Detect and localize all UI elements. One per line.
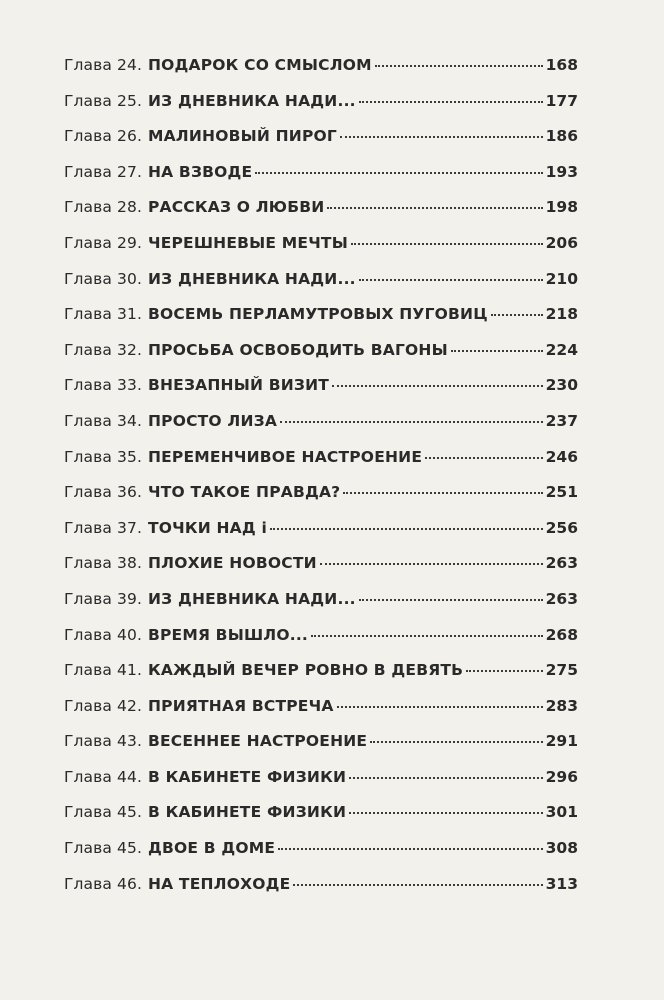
chapter-title: ПЛОХИЕ НОВОСТИ bbox=[147, 554, 317, 573]
page-number: 210 bbox=[545, 269, 578, 288]
chapter-number: Глава 29. bbox=[64, 233, 142, 252]
dot-leader bbox=[327, 207, 542, 209]
page-number: 206 bbox=[545, 233, 578, 252]
chapter-number: Глава 39. bbox=[64, 589, 142, 608]
chapter-number: Глава 45. bbox=[64, 839, 142, 858]
dot-leader bbox=[311, 635, 543, 637]
toc-entry bbox=[64, 554, 578, 590]
page-number: 198 bbox=[545, 198, 578, 217]
toc-entry bbox=[64, 697, 578, 733]
page-number: 308 bbox=[545, 839, 578, 858]
toc-entry bbox=[64, 626, 578, 662]
chapter-number: Глава 46. bbox=[64, 874, 142, 893]
dot-leader bbox=[349, 777, 543, 779]
page-number: 168 bbox=[545, 56, 578, 74]
page-number: 301 bbox=[545, 803, 578, 822]
dot-leader bbox=[320, 563, 543, 565]
toc-entry bbox=[64, 305, 578, 341]
page-number: 237 bbox=[545, 411, 578, 430]
page-number: 251 bbox=[545, 483, 578, 502]
page-number: 263 bbox=[545, 589, 578, 608]
dot-leader bbox=[293, 884, 542, 886]
toc-entry bbox=[64, 839, 578, 875]
chapter-title: ВРЕМЯ ВЫШЛО... bbox=[147, 625, 309, 644]
chapter-title: ИЗ ДНЕВНИКА НАДИ... bbox=[147, 269, 356, 288]
chapter-number: Глава 42. bbox=[64, 696, 142, 715]
page-number: 224 bbox=[545, 340, 578, 359]
chapter-title: ЧТО ТАКОЕ ПРАВДА? bbox=[147, 483, 341, 502]
page-number: 283 bbox=[545, 696, 578, 715]
toc-entry bbox=[64, 376, 578, 412]
dot-leader bbox=[466, 670, 542, 672]
chapter-number: Глава 40. bbox=[64, 625, 142, 644]
chapter-number: Глава 31. bbox=[64, 305, 142, 324]
dot-leader bbox=[375, 65, 543, 67]
page-number: 313 bbox=[545, 874, 578, 893]
chapter-title: ПРОСТО ЛИЗА bbox=[147, 411, 278, 430]
chapter-title: ВЕСЕННЕЕ НАСТРОЕНИЕ bbox=[147, 732, 368, 751]
toc-entry bbox=[64, 590, 578, 626]
page-number: 246 bbox=[545, 447, 578, 466]
chapter-title: ВОСЕМЬ ПЕРЛАМУТРОВЫХ ПУГОВИЦ bbox=[147, 305, 488, 324]
chapter-title: ИЗ ДНЕВНИКА НАДИ... bbox=[147, 589, 356, 608]
chapter-number: Глава 24. bbox=[64, 56, 142, 74]
dot-leader bbox=[337, 706, 543, 708]
dot-leader bbox=[425, 457, 543, 459]
chapter-number: Глава 38. bbox=[64, 554, 142, 573]
chapter-title: В КАБИНЕТЕ ФИЗИКИ bbox=[147, 767, 347, 786]
toc-entry bbox=[64, 448, 578, 484]
chapter-number: Глава 33. bbox=[64, 376, 142, 395]
page-number: 230 bbox=[545, 376, 578, 395]
toc-entry bbox=[64, 875, 578, 911]
chapter-number: Глава 32. bbox=[64, 340, 142, 359]
chapter-title: В КАБИНЕТЕ ФИЗИКИ bbox=[147, 803, 347, 822]
chapter-number: Глава 37. bbox=[64, 518, 142, 537]
dot-leader bbox=[359, 599, 543, 601]
toc-entry bbox=[64, 127, 578, 163]
dot-leader bbox=[351, 243, 543, 245]
toc-entry bbox=[64, 661, 578, 697]
chapter-title: МАЛИНОВЫЙ ПИРОГ bbox=[147, 127, 337, 146]
toc-entry bbox=[64, 56, 578, 92]
chapter-number: Глава 30. bbox=[64, 269, 142, 288]
chapter-number: Глава 27. bbox=[64, 162, 142, 181]
page-number: 256 bbox=[545, 518, 578, 537]
chapter-title: ПОДАРОК СО СМЫСЛОМ bbox=[147, 56, 372, 74]
page-number: 291 bbox=[545, 732, 578, 751]
page-number: 186 bbox=[545, 127, 578, 146]
dot-leader bbox=[343, 492, 542, 494]
chapter-number: Глава 36. bbox=[64, 483, 142, 502]
chapter-number: Глава 25. bbox=[64, 91, 142, 110]
toc-entry bbox=[64, 483, 578, 519]
page-number: 296 bbox=[545, 767, 578, 786]
chapter-title: ИЗ ДНЕВНИКА НАДИ... bbox=[147, 91, 356, 110]
page-number: 193 bbox=[545, 162, 578, 181]
dot-leader bbox=[340, 136, 543, 138]
chapter-title: КАЖДЫЙ ВЕЧЕР РОВНО В ДЕВЯТЬ bbox=[147, 661, 464, 680]
chapter-title: ТОЧКИ НАД i bbox=[147, 518, 267, 537]
toc-entry bbox=[64, 198, 578, 234]
toc-entry bbox=[64, 768, 578, 804]
page-number: 177 bbox=[545, 91, 578, 110]
toc-entry bbox=[64, 519, 578, 555]
toc-entry bbox=[64, 163, 578, 199]
chapter-number: Глава 34. bbox=[64, 411, 142, 430]
toc-entry bbox=[64, 92, 578, 128]
toc-entry bbox=[64, 341, 578, 377]
chapter-number: Глава 26. bbox=[64, 127, 142, 146]
toc-entry bbox=[64, 803, 578, 839]
page-number: 218 bbox=[545, 305, 578, 324]
toc-entry bbox=[64, 732, 578, 768]
dot-leader bbox=[280, 421, 543, 423]
chapter-number: Глава 28. bbox=[64, 198, 142, 217]
chapter-title: НА ТЕПЛОХОДЕ bbox=[147, 874, 291, 893]
chapter-title: ЧЕРЕШНЕВЫЕ МЕЧТЫ bbox=[147, 233, 348, 252]
chapter-number: Глава 41. bbox=[64, 661, 142, 680]
chapter-number: Глава 43. bbox=[64, 732, 142, 751]
dot-leader bbox=[278, 848, 542, 850]
dot-leader bbox=[451, 350, 543, 352]
chapter-title: НА ВЗВОДЕ bbox=[147, 162, 253, 181]
dot-leader bbox=[359, 279, 543, 281]
chapter-title: ВНЕЗАПНЫЙ ВИЗИТ bbox=[147, 376, 330, 395]
chapter-title: ПРИЯТНАЯ ВСТРЕЧА bbox=[147, 696, 334, 715]
chapter-title: ПЕРЕМЕНЧИВОЕ НАСТРОЕНИЕ bbox=[147, 447, 423, 466]
chapter-number: Глава 44. bbox=[64, 767, 142, 786]
page-number: 275 bbox=[545, 661, 578, 680]
dot-leader bbox=[359, 101, 543, 103]
table-of-contents bbox=[64, 56, 578, 910]
dot-leader bbox=[491, 314, 543, 316]
toc-entry bbox=[64, 234, 578, 270]
chapter-title: ДВОЕ В ДОМЕ bbox=[147, 839, 276, 858]
page-number: 268 bbox=[545, 625, 578, 644]
chapter-title: ПРОСЬБА ОСВОБОДИТЬ ВАГОНЫ bbox=[147, 340, 448, 359]
chapter-title: РАССКАЗ О ЛЮБВИ bbox=[147, 198, 325, 217]
toc-entry bbox=[64, 412, 578, 448]
chapter-number: Глава 45. bbox=[64, 803, 142, 822]
toc-entry bbox=[64, 270, 578, 306]
dot-leader bbox=[270, 528, 543, 530]
dot-leader bbox=[332, 385, 543, 387]
dot-leader bbox=[255, 172, 542, 174]
dot-leader bbox=[349, 812, 543, 814]
chapter-number: Глава 35. bbox=[64, 447, 142, 466]
page-number: 263 bbox=[545, 554, 578, 573]
dot-leader bbox=[370, 741, 542, 743]
